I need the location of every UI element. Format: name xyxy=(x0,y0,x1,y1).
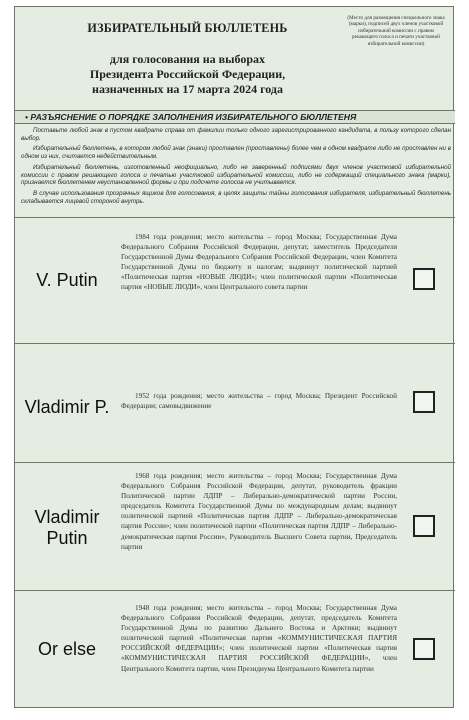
ballot-paper xyxy=(14,6,454,708)
instruction-paragraph: Избирательный бюллетень, в котором любой знак (знаки) проставлен (проставлены) более чем в одном квадрате либо не проставлен ни в одном из них, считается недействительным. xyxy=(21,145,451,161)
ballot-header xyxy=(15,7,455,110)
candidate-row-4 xyxy=(15,590,455,707)
instructions-heading-band xyxy=(15,110,455,124)
candidate-name: Vladimir P. xyxy=(24,397,110,417)
candidate-description: 1948 года рождения; место жительства – город Москва; Государственная Дума Федерального Собрания Российской Федерации, депутат, председатель Комитета Государственной Думы по развитию Дальнего Востока и Арктики; выдвинут политической партией «Политическая партия «КОММУНИСТИЧЕСКАЯ ПАРТИЯ РОССИЙСКОЙ ФЕДЕРАЦИИ»; член политической партии «Политическая партия «КОММУНИСТИЧЕСКАЯ ПАРТИЯ РОССИЙСКОЙ ФЕДЕРАЦИИ», член Центрального Комитета партии, член Президиума Центрального Комитета партии xyxy=(121,604,397,673)
ballot-subtitle-line-3: назначенных на 17 марта 2024 года xyxy=(92,82,283,96)
candidate-checkbox-2[interactable] xyxy=(413,391,435,413)
ballot-subtitle-line-1: для голосования на выборах xyxy=(109,52,266,66)
candidate-checkbox-4[interactable] xyxy=(413,638,435,660)
candidate-description: 1984 года рождения; место жительства – город Москва; Государственная Дума Федерального Собрания Российской Федерации, депутат, заместитель Председателя Государственной Думы Федерального Собрания Российской Федерации, член Комитета Государственной Думы по бюджету и налогам; выдвинут политической партией «Политическая партия «НОВЫЕ ЛЮДИ»; член политической партии «Политическая партия «НОВЫЕ ЛЮДИ», член Центрального совета партии xyxy=(121,233,397,292)
candidate-description: 1968 года рождения; место жительства – город Москва; Государственная Дума Федерального Собрания Российской Федерации, депутат, руководитель фракции Политической партии ЛДПР – Либерально-демократической партии России, председатель Комитета Государственной Думы по международным делам; выдвинут политической партией «Политическая партия ЛДПР – Либерально-демократическая партия России»; член политической партии «Политическая партия ЛДПР – Либерально-демократическая партия России», Руководитель Высшего Совета партии, Председатель партии xyxy=(121,472,397,551)
ballot-subtitle-line-2: Президента Российской Федерации, xyxy=(89,67,286,81)
candidate-description: 1952 года рождения; место жительства – город Москва; Президент Российской Федерации; самовыдвижение xyxy=(121,392,397,411)
instruction-paragraph: В случае использования прозрачных ящиков для голосования, в целях защиты тайны голосования избирателя, избирательный бюллетень складывается лицевой стороной внутрь. xyxy=(21,189,451,205)
candidate-name: V. Putin xyxy=(36,270,98,290)
candidate-name: Vladimir Putin xyxy=(34,507,100,548)
candidate-checkbox-1[interactable] xyxy=(413,268,435,290)
instructions-heading: • РАЗЪЯСНЕНИЕ О ПОРЯДКЕ ЗАПОЛНЕНИЯ ИЗБИРАТЕЛЬНОГО БЮЛЛЕТЕНЯ xyxy=(25,112,357,122)
instruction-paragraph: Поставьте любой знак в пустом квадрате справа от фамилии только одного зарегистрированного кандидата, в пользу которого сделан выбор. xyxy=(21,127,451,142)
candidate-row-1 xyxy=(15,217,455,343)
stamp-placement-note: (Место для размещения специального знака (марки), подписей двух членов участковой избирательной комиссии с правом решающего голоса и печати участковой избирательной комиссии) xyxy=(347,15,445,47)
candidate-checkbox-3[interactable] xyxy=(413,515,435,537)
instruction-paragraph: Избирательный бюллетень, изготовленный неофициально, либо не заверенный подписями двух членов участковой избирательной комиссии с правом решающего голоса и печатью участковой избирательной комиссии, либо не содержащий специального знака (марки), признается бюллетенем неустановленной формы и при подсчете голосов не учитывается. xyxy=(21,163,451,187)
candidate-row-3 xyxy=(15,462,455,590)
candidate-name: Or else xyxy=(37,639,97,659)
candidate-row-2 xyxy=(15,343,455,462)
ballot-title: ИЗБИРАТЕЛЬНЫЙ БЮЛЛЕТЕНЬ xyxy=(87,21,288,35)
instructions-block xyxy=(21,127,451,208)
